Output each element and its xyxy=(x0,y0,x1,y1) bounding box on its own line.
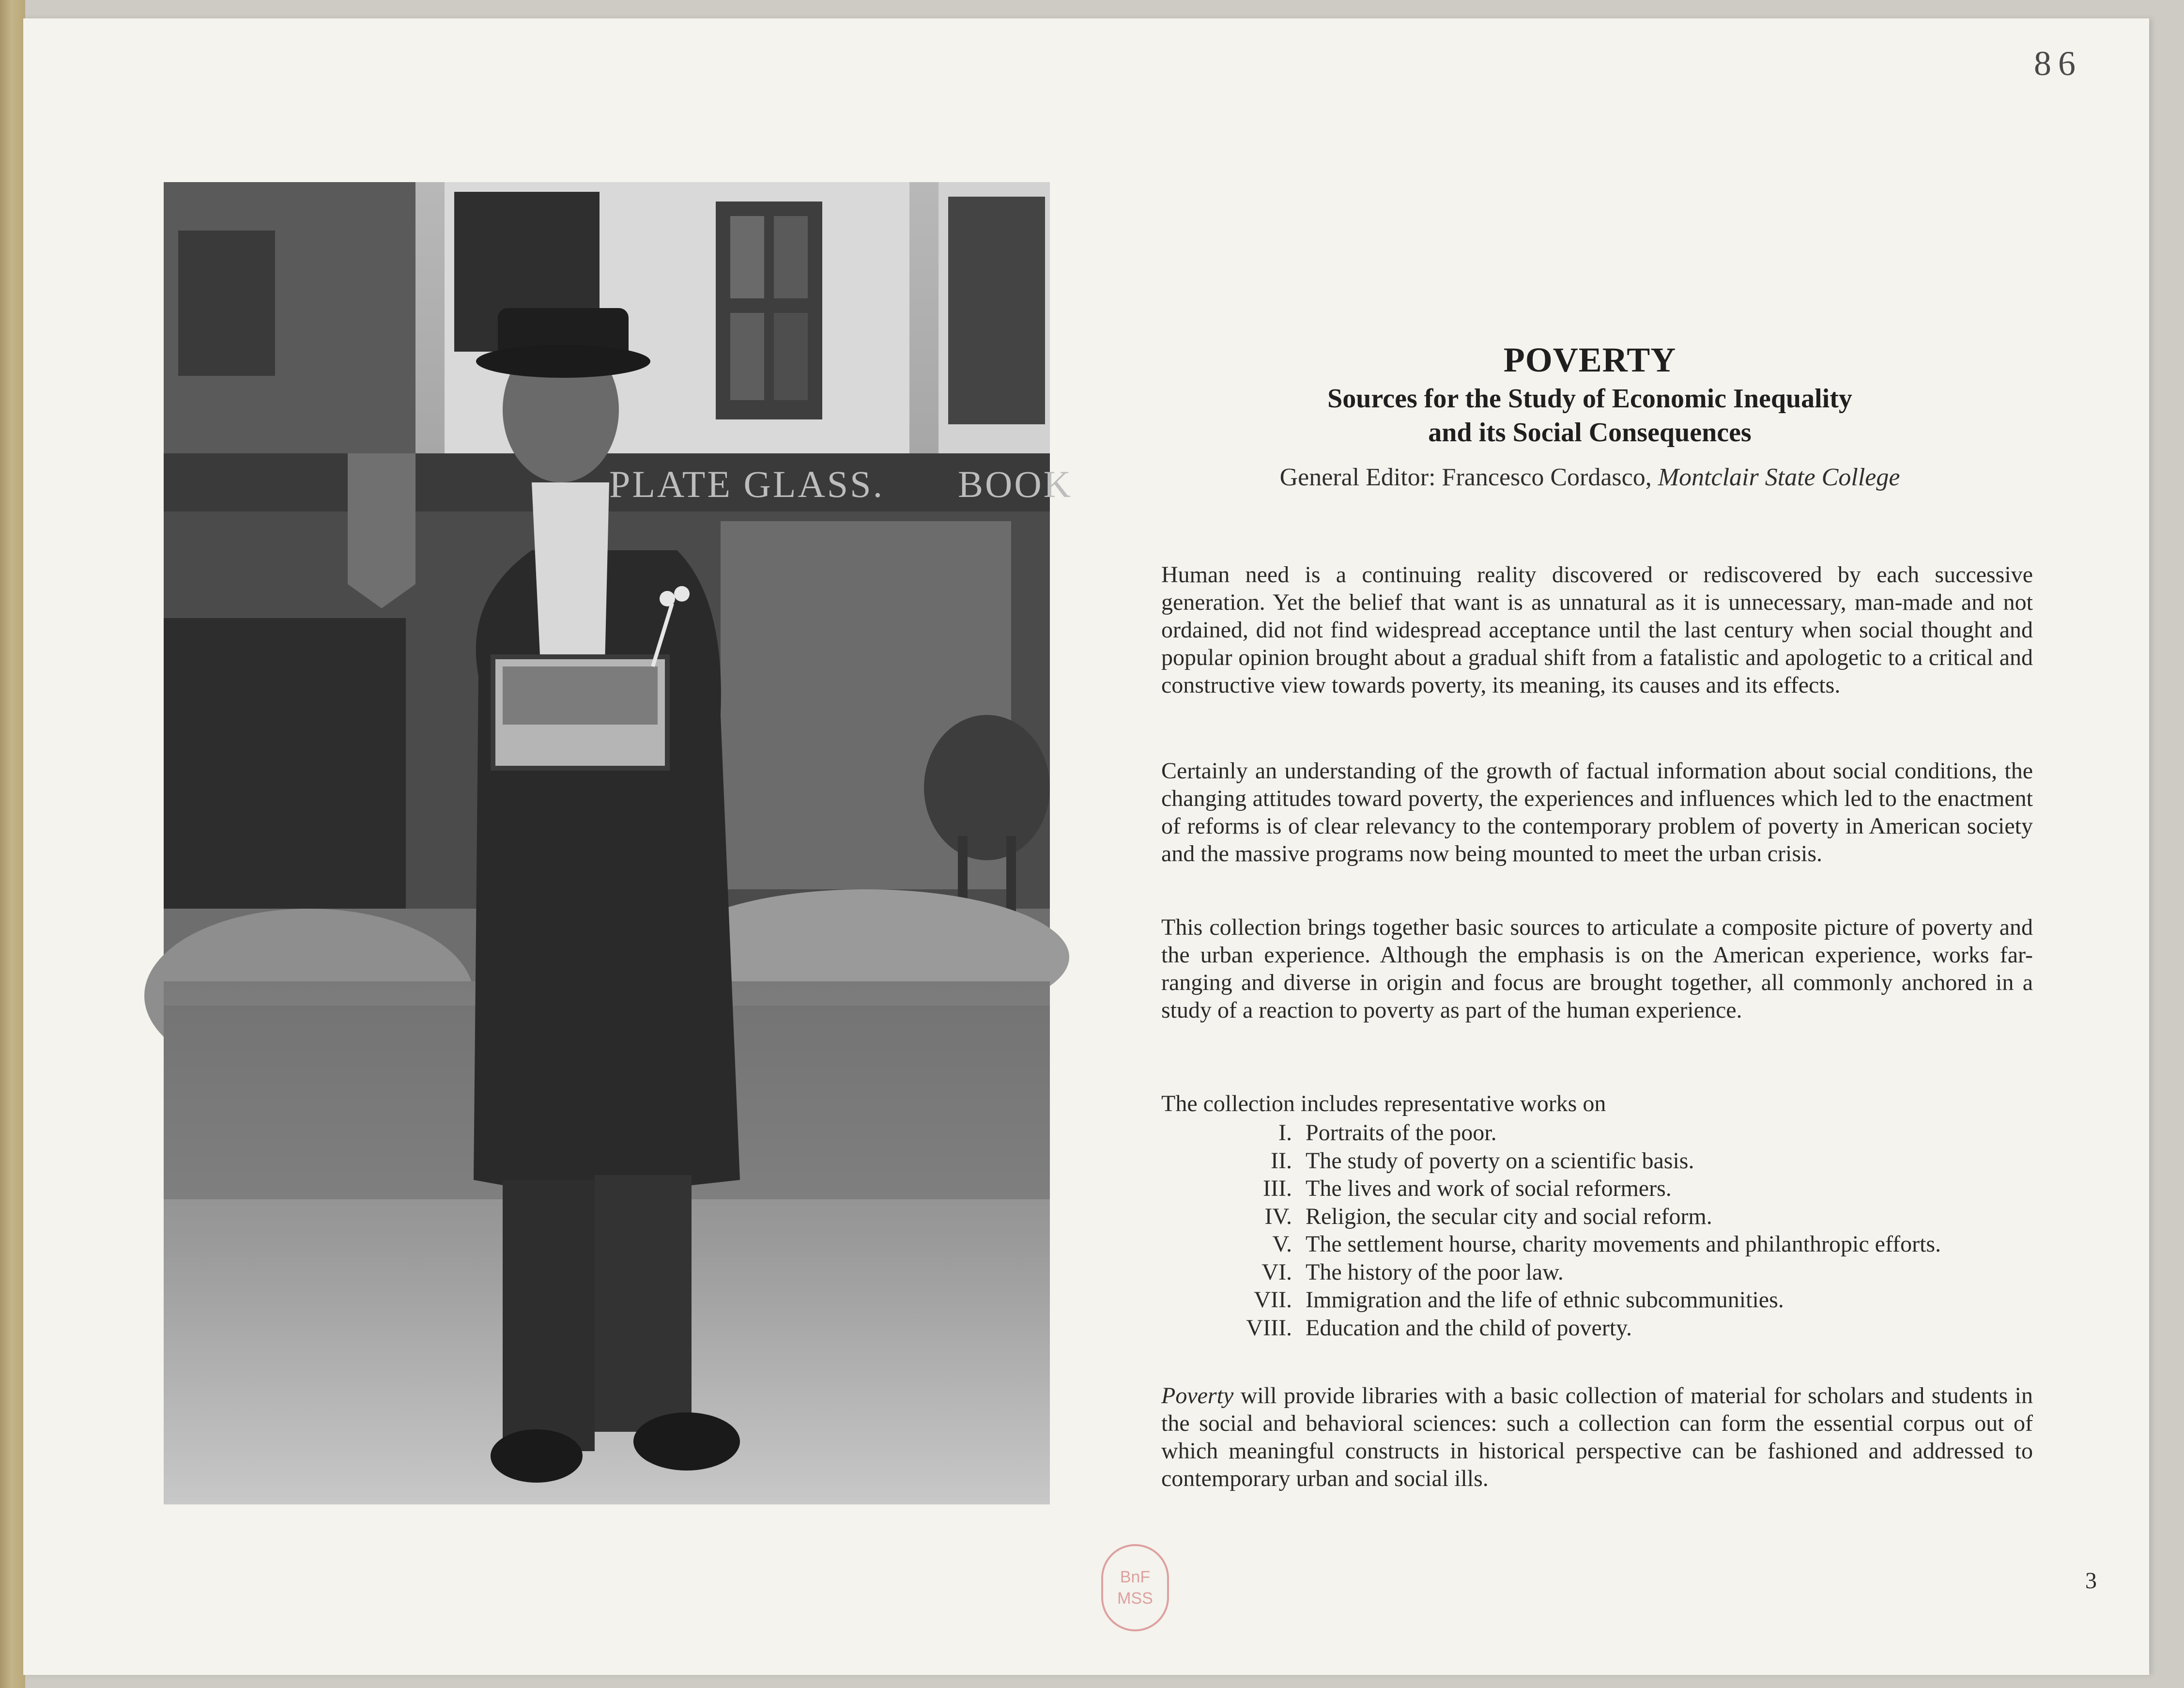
general-editor-line xyxy=(1142,463,2038,492)
poverty-series-title: Poverty xyxy=(1161,1383,1234,1409)
paragraph-4 xyxy=(1161,1382,2033,1492)
paragraph-3: This collection brings together basic sources to articulate a composite picture of poverty and the urban experience. Although the emphasis is on the American experience, works far-ranging and diverse in origin and focus are brought together, all commonly anchored in a study of a reaction to poverty as part of the human experience. xyxy=(1161,914,2033,1023)
list-item xyxy=(1219,1175,2014,1203)
list-item-text: Education and the child of poverty. xyxy=(1306,1315,1632,1341)
paragraph-2: Certainly an understanding of the growth of factual information about social conditions, the changing attitudes toward poverty, the experiences and influences which led to the enactment of reforms is of clear relevancy to the contemporary problem of poverty in American society and the massive programs now being mounted to meet the urban crisis. xyxy=(1161,758,2033,867)
collection-topics-list xyxy=(1219,1119,2014,1342)
catalog-page xyxy=(23,18,2149,1675)
list-item-text: Immigration and the life of ethnic subcommunities. xyxy=(1306,1287,1784,1313)
list-item-text: The lives and work of social reformers. xyxy=(1306,1176,1672,1201)
list-item xyxy=(1219,1230,2014,1258)
subtitle-line-2: and its Social Consequences xyxy=(1428,418,1752,448)
stamp-line-1: BnF xyxy=(1120,1568,1151,1586)
folio-number: 86 xyxy=(2034,44,2082,83)
shop-sign-left: PLATE GLASS. xyxy=(609,463,885,505)
stamp-line-2: MSS xyxy=(1117,1589,1153,1608)
page-title: POVERTY xyxy=(1503,341,1676,379)
list-item-text: Portraits of the poor. xyxy=(1306,1120,1497,1146)
list-item xyxy=(1219,1203,2014,1231)
page-number: 3 xyxy=(2085,1568,2097,1594)
list-item-number: II. xyxy=(1271,1147,1292,1174)
list-item xyxy=(1219,1147,2014,1175)
list-item-number: IV. xyxy=(1264,1203,1292,1229)
editor-affiliation: Montclair State College xyxy=(1658,464,1900,491)
page-subtitle xyxy=(1142,382,2038,449)
list-item-number: III. xyxy=(1263,1176,1292,1201)
list-item-text: The history of the poor law. xyxy=(1306,1259,1564,1285)
list-item-number: VII. xyxy=(1254,1287,1292,1313)
street-vendor-photograph xyxy=(164,182,1073,1504)
list-item xyxy=(1219,1258,2014,1286)
subtitle-line-1: Sources for the Study of Economic Inequality xyxy=(1327,384,1852,414)
shop-sign-right: BOOK xyxy=(958,463,1073,505)
list-item-text: The settlement hourse, charity movements and philanthropic efforts. xyxy=(1306,1231,1941,1257)
list-item-text: The study of poverty on a scientific basis. xyxy=(1306,1147,1694,1174)
paragraph-1: Human need is a continuing reality discovered or rediscovered by each successive generation. Yet the belief that want is as unnatural as it is unnecessary, man-made and not ordained, did not find widespread acceptance until the last century when social thought and popular opinion brought about a gradual shift from a fatalistic and apologetic to a critical and constructive view towards poverty, its meaning, its causes and its effects. xyxy=(1161,562,2033,698)
list-item xyxy=(1219,1119,2014,1147)
library-stamp xyxy=(1101,1544,1169,1631)
editor-name: General Editor: Francesco Cordasco, xyxy=(1279,464,1658,491)
list-item xyxy=(1219,1314,2014,1342)
list-intro: The collection includes representative works on xyxy=(1161,1091,1606,1116)
list-item-number: VI. xyxy=(1261,1259,1292,1285)
paragraph-4-text: will provide libraries with a basic collection of material for scholars and students in the social and behavioral sciences: such a collection can form the essential corpus out of which meaningful constructs in historical perspective can be fashioned and addressed to contemporary urban and social ills. xyxy=(1161,1383,2033,1491)
list-item-number: VIII. xyxy=(1246,1315,1292,1341)
list-item-number: I. xyxy=(1278,1120,1292,1146)
list-item xyxy=(1219,1286,2014,1314)
list-item-text: Religion, the secular city and social reform. xyxy=(1306,1203,1712,1229)
list-item-number: V. xyxy=(1272,1231,1292,1257)
book-binding xyxy=(0,0,25,1688)
